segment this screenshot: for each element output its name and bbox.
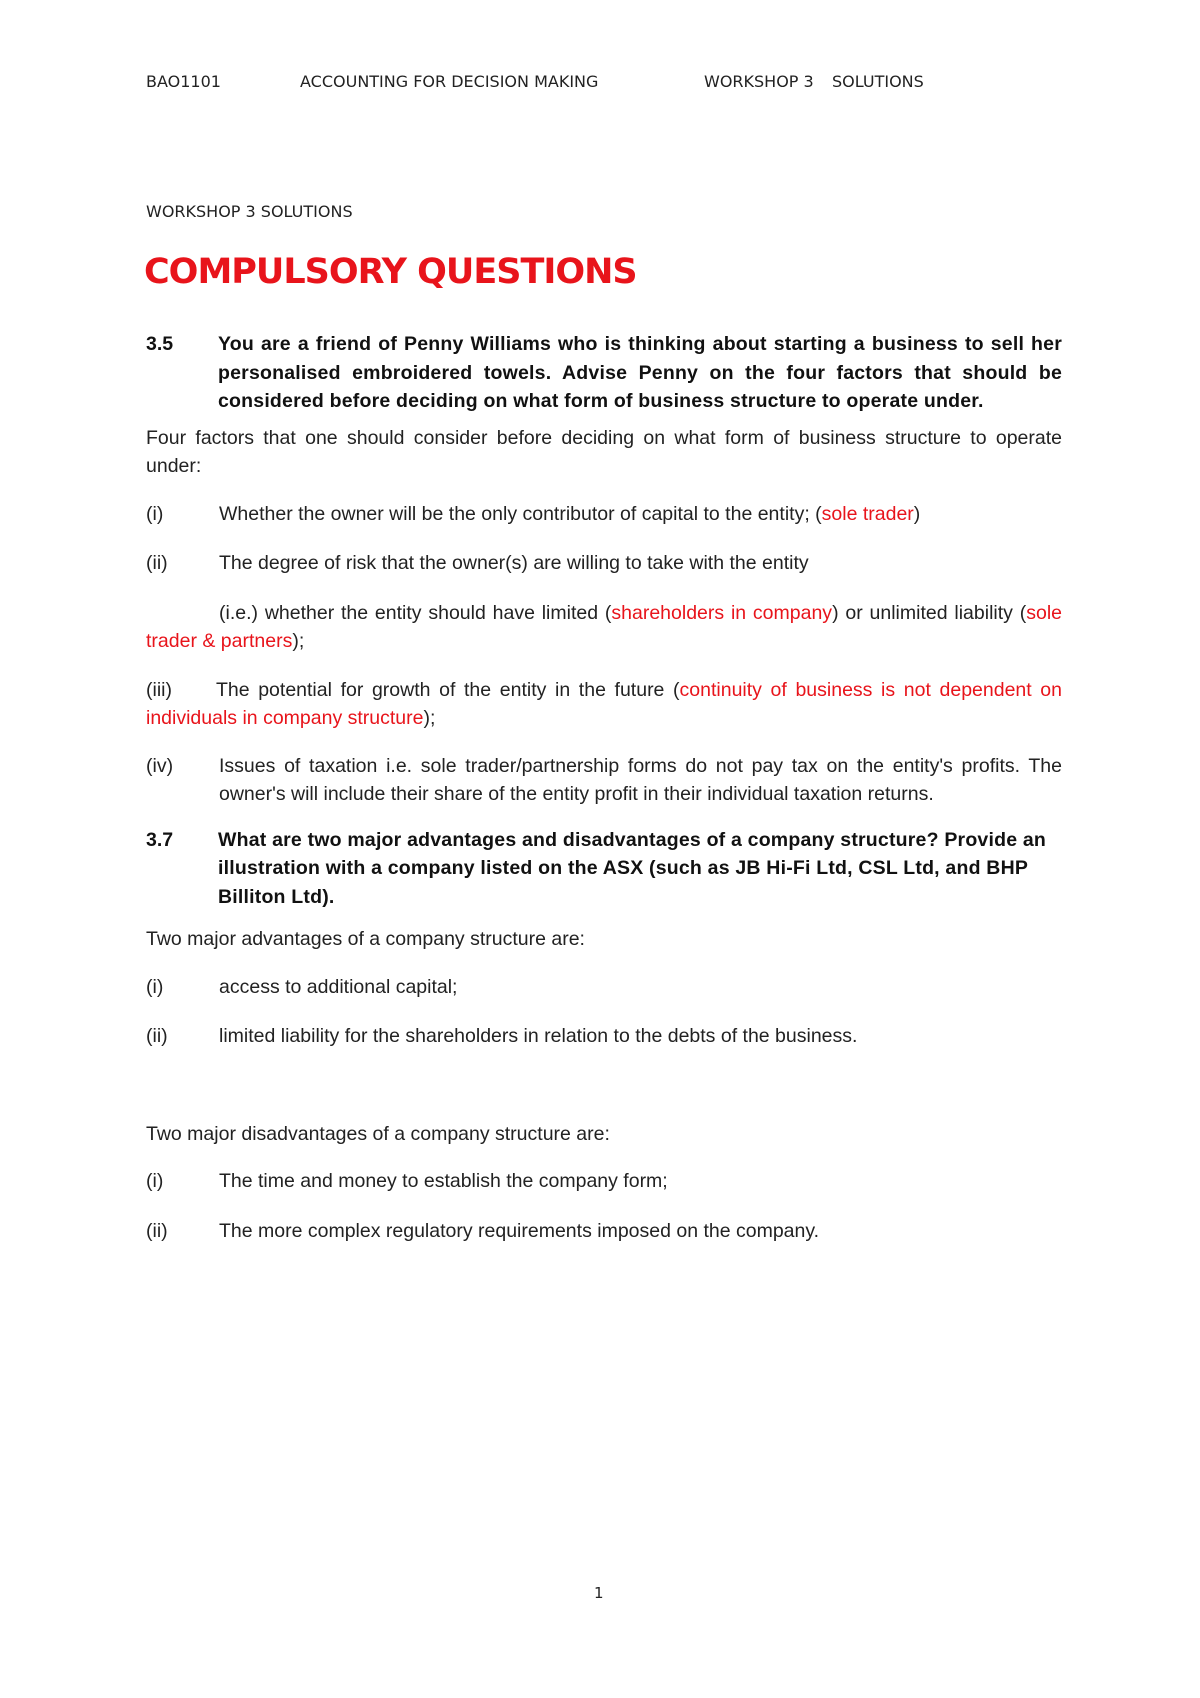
list-item bbox=[146, 973, 1062, 1002]
document-body bbox=[146, 330, 1062, 1266]
highlight-text: sole trader bbox=[821, 502, 914, 525]
highlight-text: sole trader & partners bbox=[146, 601, 1062, 652]
list-item bbox=[146, 500, 1062, 529]
list-item-number: (i) bbox=[146, 975, 164, 998]
spacer bbox=[146, 1072, 1062, 1120]
answer-intro: Four factors that one should consider before deciding on what form of business structure to operate under: bbox=[146, 426, 1062, 477]
document-subtitle: WORKSHOP 3 SOLUTIONS bbox=[146, 202, 353, 221]
header-course-name: ACCOUNTING FOR DECISION MAKING bbox=[300, 72, 599, 91]
list-item bbox=[146, 752, 1062, 809]
highlight-text: shareholders in company bbox=[611, 601, 833, 624]
question-3-7 bbox=[146, 826, 1062, 912]
list-item-text: limited liability for the shareholders in relation to the debts of the business. bbox=[219, 1025, 858, 1047]
question-number: 3.7 bbox=[146, 828, 174, 851]
question-text: You are a friend of Penny Williams who is thinking about starting a business to sell her personalised embroidered towels. Advise Penny on the four factors that should be considered before deciding on what form of business structure to operate under. bbox=[218, 333, 1062, 412]
list-item-text: access to additional capital; bbox=[219, 975, 458, 998]
list-item-text: Issues of taxation i.e. sole trader/partnership forms do not pay tax on the entity's profits. The owner's will include their share of the entity profit in their individual taxation returns. bbox=[219, 754, 1062, 805]
disadvantages-intro: Two major disadvantages of a company structure are: bbox=[146, 1122, 610, 1145]
list-item-text: Whether the owner will be the only contributor of capital to the entity; (sole trader) bbox=[219, 502, 921, 525]
list-item bbox=[146, 1167, 1062, 1196]
header-workshop: WORKSHOP 3 bbox=[704, 72, 814, 91]
question-3-5 bbox=[146, 330, 1062, 416]
section-title: COMPULSORY QUESTIONS bbox=[144, 252, 637, 292]
highlight-text: continuity of business is not dependent on individuals in company structure bbox=[146, 678, 1062, 729]
list-item-iii: (iii) The potential for growth of the entity in the future (continuity of business is not dependent on individuals in company structure); bbox=[146, 678, 1062, 729]
list-item-number: (ii) bbox=[146, 1025, 168, 1047]
list-item bbox=[146, 549, 1062, 578]
list-item-number: (i) bbox=[146, 502, 164, 525]
list-item-text: The time and money to establish the company form; bbox=[219, 1170, 668, 1192]
list-item-number: (ii) bbox=[146, 552, 168, 574]
question-text: What are two major advantages and disadvantages of a company structure? Provide an illustration with a company listed on the ASX (such as JB Hi-Fi Ltd, CSL Ltd, and BHP Billiton Ltd). bbox=[218, 828, 1047, 908]
list-item-number: (i) bbox=[146, 1170, 164, 1192]
list-item-continuation: (i.e.) whether the entity should have limited (shareholders in company) or unlimited liability (sole trader & partners); bbox=[146, 601, 1062, 652]
list-item bbox=[146, 1022, 1062, 1051]
list-item-number: (iv) bbox=[146, 754, 174, 777]
page-number: 1 bbox=[594, 1584, 604, 1602]
list-item-number: (ii) bbox=[146, 1219, 168, 1242]
header-solutions: SOLUTIONS bbox=[832, 72, 924, 91]
question-number: 3.5 bbox=[146, 333, 174, 355]
list-item-text: The more complex regulatory requirements imposed on the company. bbox=[219, 1219, 820, 1242]
list-item-text: The degree of risk that the owner(s) are willing to take with the entity bbox=[219, 552, 809, 574]
list-item bbox=[146, 1217, 1062, 1246]
page-header bbox=[0, 72, 1200, 96]
advantages-intro: Two major advantages of a company structure are: bbox=[146, 928, 585, 950]
header-course-code: BAO1101 bbox=[146, 72, 221, 91]
